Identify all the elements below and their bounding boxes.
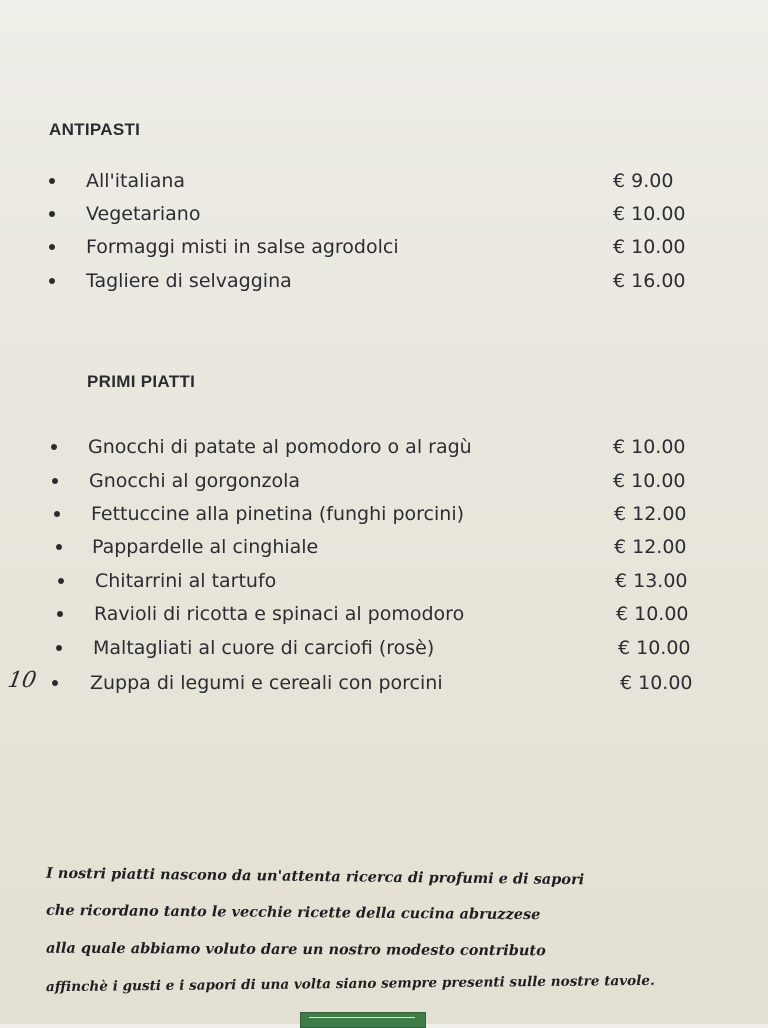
menu-item-name: Vegetariano — [86, 203, 201, 225]
stamp-border — [309, 1017, 415, 1022]
menu-item-name: Ravioli di ricotta e spinaci al pomodoro — [94, 603, 465, 625]
footer-text-line: affinchè i gusti e i sapori di una volta siano sempre presenti sulle nostre tavole. — [45, 972, 655, 996]
menu-item — [0, 199, 768, 229]
menu-item-price: € 10.00 — [620, 672, 693, 694]
menu-item-name: Gnocchi al gorgonzola — [89, 470, 301, 492]
menu-item-price: € 10.00 — [618, 637, 691, 659]
menu-item-name: Gnocchi di patate al pomodoro o al ragù — [88, 436, 472, 458]
menu-item-price: € 12.00 — [614, 536, 687, 558]
bullet-icon — [56, 544, 62, 550]
footer-text-line: che ricordano tanto le vecchie ricette della cucina abruzzese — [45, 901, 541, 924]
menu-item — [0, 668, 768, 698]
bullet-icon — [52, 680, 58, 686]
bullet-icon — [49, 278, 55, 284]
menu-item-price: € 10.00 — [613, 203, 686, 225]
menu-item-name: Chitarrini al tartufo — [95, 570, 277, 592]
menu-item-price: € 12.00 — [614, 503, 687, 525]
bullet-icon — [51, 444, 57, 450]
footer-text-line: alla quale abbiamo voluto dare un nostro modesto contributo — [45, 939, 546, 960]
menu-item — [0, 566, 768, 596]
menu-item-name: Pappardelle al cinghiale — [92, 536, 319, 558]
menu-item — [0, 633, 768, 663]
menu-item-price: € 13.00 — [615, 570, 688, 592]
menu-item-price: € 10.00 — [613, 470, 686, 492]
green-stamp — [300, 1012, 426, 1028]
bullet-icon — [54, 511, 60, 517]
menu-item-name: Formaggi misti in salse agrodolci — [86, 236, 399, 258]
menu-item-price: € 9.00 — [613, 170, 674, 192]
bullet-icon — [56, 645, 62, 651]
menu-item — [0, 432, 768, 462]
bullet-icon — [49, 178, 55, 184]
menu-item — [0, 499, 768, 529]
footer-text-line: I nostri piatti nascono da un'attenta ricerca di profumi e di sapori — [45, 864, 585, 889]
bullet-icon — [57, 611, 63, 617]
section-heading-antipasti: ANTIPASTI — [49, 120, 141, 139]
bullet-icon — [49, 244, 55, 250]
menu-item — [0, 166, 768, 196]
menu-item — [0, 599, 768, 629]
bullet-icon — [49, 211, 55, 217]
menu-item-price: € 10.00 — [613, 236, 686, 258]
menu-item-name: Maltagliati al cuore di carciofi (rosè) — [93, 637, 435, 659]
menu-item-name: Zuppa di legumi e cereali con porcini — [90, 672, 443, 694]
menu-item-name: Tagliere di selvaggina — [86, 270, 292, 292]
section-heading-primi-piatti: PRIMI PIATTI — [87, 372, 196, 391]
menu-item-name: All'italiana — [86, 170, 186, 192]
menu-item-price: € 16.00 — [613, 270, 686, 292]
menu-item — [0, 532, 768, 562]
bullet-icon — [58, 578, 64, 584]
menu-item-name: Fettuccine alla pinetina (funghi porcini) — [91, 503, 465, 525]
menu-item — [0, 232, 768, 262]
handwritten-annotation: 10 — [5, 668, 39, 693]
menu-item — [0, 466, 768, 496]
bullet-icon — [52, 478, 58, 484]
menu-item — [0, 266, 768, 296]
menu-item-price: € 10.00 — [613, 436, 686, 458]
menu-item-price: € 10.00 — [616, 603, 689, 625]
